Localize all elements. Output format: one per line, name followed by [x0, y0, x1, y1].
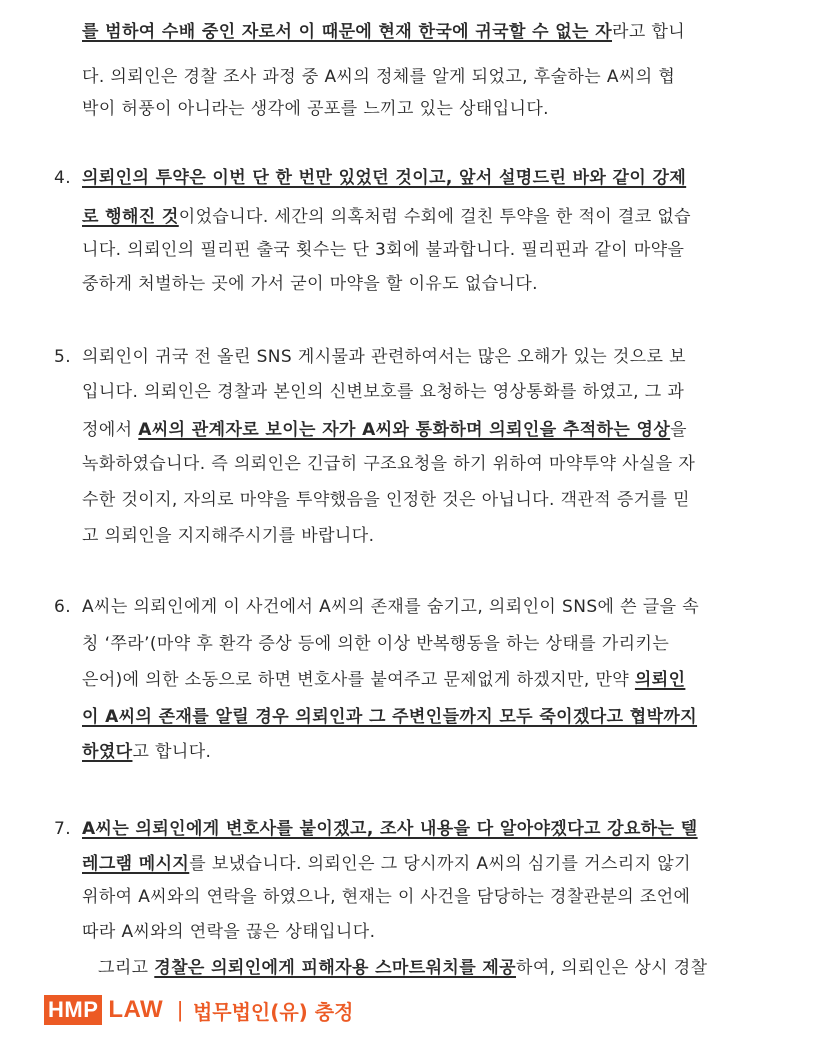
body-text: 따라 A씨와의 연락을 끊은 상태입니다. [82, 922, 376, 942]
emphasized-text: 의뢰인의 투약은 이번 단 한 번만 있었던 것이고, 앞서 설명드린 바와 같이 강제 [82, 168, 687, 188]
body-text: A씨는 의뢰인에게 이 사건에서 A씨의 존재를 숨기고, 의뢰인이 SNS에 쓴 글을 속 [82, 597, 700, 617]
emphasized-text: 경찰은 의뢰인에게 피해자용 스마트워치를 제공 [154, 958, 516, 978]
text-line [82, 418, 835, 442]
text-line [82, 345, 835, 369]
paragraph-number: 4. [54, 168, 72, 188]
body-text: 니다. 의뢰인의 필리핀 출국 횟수는 단 3회에 불과합니다. 필리핀과 같이 마약을 [82, 240, 685, 260]
body-text: 하여, 의뢰인은 상시 경찰 [516, 958, 708, 978]
body-text: 다. 의뢰인은 경찰 조사 과정 중 A씨의 정체를 알게 되었고, 후술하는 A씨의 협 [82, 67, 676, 87]
body-text: 을 [670, 420, 687, 440]
logo-separator: | [177, 997, 183, 1022]
logo-hmp-box: HMP [44, 995, 102, 1025]
text-line [82, 20, 835, 44]
text-line [98, 956, 835, 980]
text-line [82, 817, 835, 841]
text-line [82, 205, 835, 229]
text-line [82, 97, 835, 121]
body-text: 라고 합니 [612, 22, 686, 42]
text-line [82, 380, 835, 404]
text-line [82, 65, 835, 89]
body-text: 박이 허풍이 아니라는 생각에 공포를 느끼고 있는 상태입니다. [82, 99, 549, 119]
emphasized-text: A씨는 의뢰인에게 변호사를 붙이겠고, 조사 내용을 다 알아야겠다고 강요하는 텔 [82, 819, 698, 839]
body-text: 고 합니다. [132, 742, 212, 762]
body-text: 수한 것이지, 자의로 마약을 투약했음을 인정한 것은 아닙니다. 객관적 증거를 믿 [82, 490, 690, 510]
text-line [82, 632, 835, 656]
text-line [82, 668, 835, 692]
emphasized-text: 하였다 [82, 742, 133, 762]
text-line [82, 166, 835, 190]
body-text: 이었습니다. 세간의 의혹처럼 수회에 걸친 투약을 한 적이 결코 없습 [178, 207, 691, 227]
body-text: 은어)에 의한 소동으로 하면 변호사를 붙여주고 문제없게 하겠지만, 만약 [82, 670, 635, 690]
emphasized-text: 이 A씨의 존재를 알릴 경우 의뢰인과 그 주변인들까지 모두 죽이겠다고 협박까지 [82, 707, 698, 727]
paragraph-number: 6. [54, 597, 72, 617]
text-line [82, 452, 835, 476]
emphasized-text: 를 범하여 수배 중인 자로서 이 때문에 현재 한국에 귀국할 수 없는 자 [82, 22, 613, 42]
emphasized-text: A씨의 관계자로 보이는 자가 A씨와 통화하며 의뢰인을 추적하는 영상 [138, 420, 671, 440]
logo-law-word: LAW [108, 996, 164, 1023]
body-text: 정에서 [82, 420, 139, 440]
text-line [82, 885, 835, 909]
text-line [82, 488, 835, 512]
emphasized-text: 로 행해진 것 [82, 207, 179, 227]
body-text: 칭 ‘쭈라’(마약 후 환각 증상 등에 의한 이상 반복행동을 하는 상태를 가리키는 [82, 634, 670, 654]
text-line [82, 595, 835, 619]
body-text: 그리고 [98, 958, 155, 978]
body-text: 의뢰인이 귀국 전 올린 SNS 게시물과 관련하여서는 많은 오해가 있는 것으로 보 [82, 347, 686, 367]
text-line [82, 238, 835, 262]
emphasized-text: 의뢰인 [634, 670, 686, 690]
text-line [82, 740, 835, 764]
body-text: 고 의뢰인을 지지해주시기를 바랍니다. [82, 526, 375, 546]
body-text: 녹화하였습니다. 즉 의뢰인은 긴급히 구조요청을 하기 위하여 마약투약 사실을 자 [82, 454, 696, 474]
text-line [82, 852, 835, 876]
body-text: 입니다. 의뢰인은 경찰과 본인의 신변보호를 요청하는 영상통화를 하였고, 그 과 [82, 382, 685, 402]
emphasized-text: 레그램 메시지 [82, 854, 190, 874]
text-line [82, 920, 835, 944]
body-text: 를 보냈습니다. 의뢰인은 그 당시까지 A씨의 심기를 거스리지 않기 [189, 854, 691, 874]
footer-logo [44, 993, 353, 1027]
paragraph-number: 7. [54, 819, 72, 839]
firm-name: 법무법인(유) 충정 [192, 999, 354, 1024]
body-text: 위하여 A씨와의 연락을 하였으나, 현재는 이 사건을 담당하는 경찰관분의 조언에 [82, 887, 691, 907]
body-text: 중하게 처벌하는 곳에 가서 굳이 마약을 할 이유도 없습니다. [82, 274, 538, 294]
paragraph-number: 5. [54, 347, 72, 367]
text-line [82, 272, 835, 296]
text-line [82, 705, 835, 729]
text-line [82, 524, 835, 548]
